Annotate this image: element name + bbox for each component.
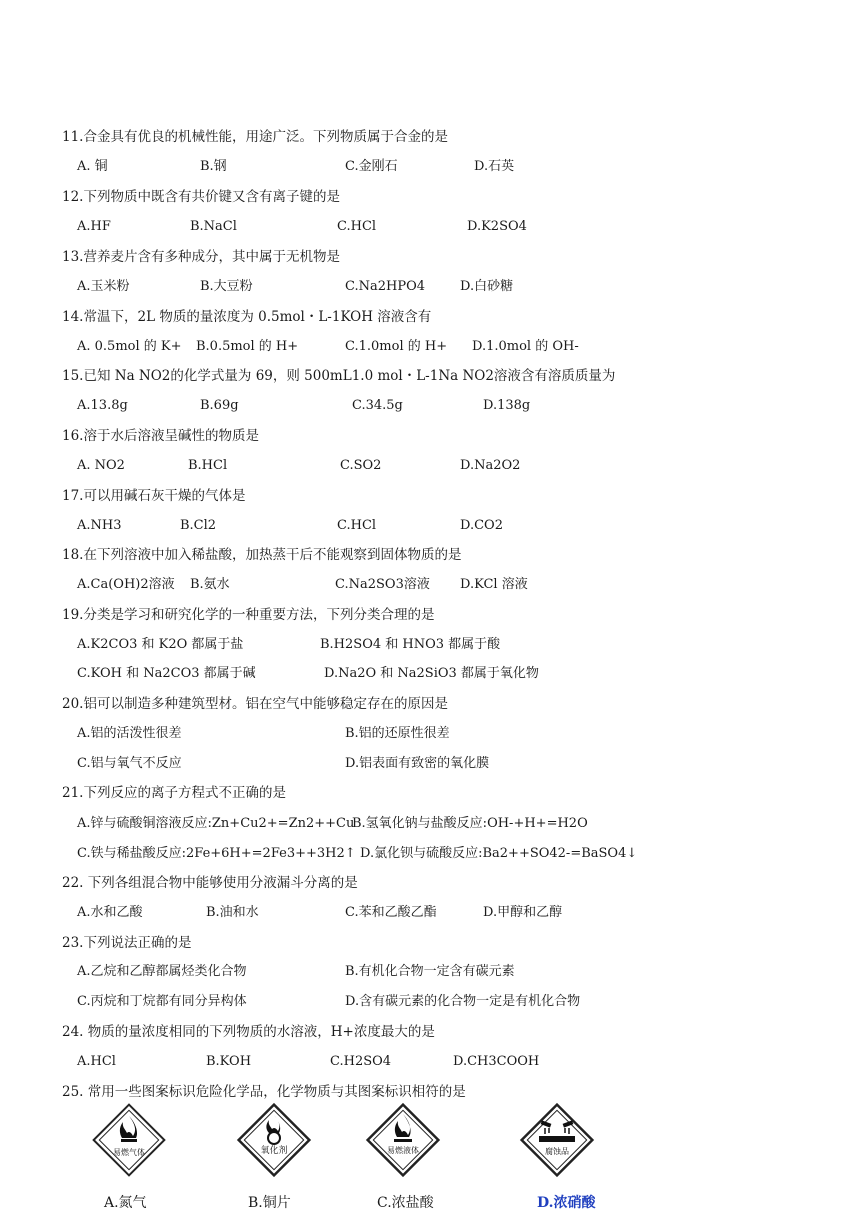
question-15: 15.已知 Na NO2的化学式量为 69，则 500mL1.0 mol・L-1Na NO2溶液含有溶质质量为 — [62, 368, 616, 384]
option-24-d: D.CH3COOH — [453, 1054, 540, 1069]
option-22-c: C.苯和乙酸乙酯 — [345, 905, 437, 920]
oxidizer-icon — [234, 1100, 314, 1180]
option-14-b: B.0.5mol 的 H+ — [196, 339, 299, 354]
option-23-b: B.有机化合物一定含有碳元素 — [345, 964, 515, 979]
question-13: 13.营养麦片含有多种成分，其中属于无机物是 — [62, 249, 340, 265]
svg-text:氧化剂: 氧化剂 — [260, 1146, 288, 1156]
option-24-b: B.KOH — [206, 1054, 252, 1069]
option-20-a: A.铝的活泼性很差 — [77, 726, 182, 741]
option-25-a: A.氮气 — [104, 1195, 147, 1211]
option-21-c: C.铁与稀盐酸反应:2Fe+6H+=2Fe3++3H2↑ — [77, 846, 356, 861]
oxidizer-sign — [234, 1100, 314, 1180]
option-19-b: B.H2SO4 和 HNO3 都属于酸 — [320, 637, 501, 652]
option-15-d: D.138g — [483, 398, 531, 413]
option-19-d: D.Na2O 和 Na2SiO3 都属于氧化物 — [324, 666, 539, 681]
option-14-c: C.1.0mol 的 H+ — [345, 339, 448, 354]
question-14: 14.常温下，2L 物质的量浓度为 0.5mol・L-1KOH 溶液含有 — [62, 309, 432, 325]
option-22-a: A.水和乙酸 — [77, 905, 143, 920]
option-13-b: B.大豆粉 — [200, 279, 253, 294]
option-23-c: C.丙烷和丁烷都有同分异构体 — [77, 994, 247, 1009]
option-25-b: B.铜片 — [248, 1195, 291, 1211]
option-18-b: B.氨水 — [190, 577, 230, 592]
question-19: 19.分类是学习和研究化学的一种重要方法，下列分类合理的是 — [62, 607, 435, 623]
question-23: 23.下列说法正确的是 — [62, 935, 192, 951]
question-21: 21.下列反应的离子方程式不正确的是 — [62, 785, 286, 801]
question-24: 24. 物质的量浓度相同的下列物质的水溶液，H+浓度最大的是 — [62, 1024, 435, 1040]
option-18-c: C.Na2SO3溶液 — [335, 577, 430, 592]
option-12-b: B.NaCl — [190, 219, 237, 234]
option-20-b: B.铝的还原性很差 — [345, 726, 450, 741]
question-11: 11.合金具有优良的机械性能，用途广泛。下列物质属于合金的是 — [62, 129, 448, 145]
option-15-a: A.13.8g — [77, 398, 128, 413]
option-12-a: A.HF — [77, 219, 111, 234]
option-11-d: D.石英 — [474, 159, 515, 174]
question-22: 22. 下列各组混合物中能够使用分液漏斗分离的是 — [62, 875, 358, 891]
question-16: 16.溶于水后溶液呈碱性的物质是 — [62, 428, 259, 444]
option-14-a: A. 0.5mol 的 K+ — [77, 339, 182, 354]
option-23-a: A.乙烷和乙醇都属烃类化合物 — [77, 964, 247, 979]
option-13-c: C.Na2HPO4 — [345, 279, 426, 294]
option-17-d: D.CO2 — [460, 518, 503, 533]
option-11-c: C.金刚石 — [345, 159, 398, 174]
flammable-liquid-icon — [363, 1100, 443, 1180]
option-12-d: D.K2SO4 — [467, 219, 527, 234]
option-24-c: C.H2SO4 — [330, 1054, 392, 1069]
option-20-d: D.铝表面有致密的氧化膜 — [345, 756, 490, 771]
option-25-d: D.浓硝酸 — [537, 1195, 596, 1211]
corrosive-sign — [517, 1100, 597, 1180]
option-19-c: C.KOH 和 Na2CO3 都属于碱 — [77, 666, 256, 681]
option-18-d: D.KCl 溶液 — [460, 577, 528, 592]
option-11-a: A. 铜 — [77, 159, 108, 174]
option-17-a: A.NH3 — [77, 518, 122, 533]
option-21-a: A.锌与硫酸铜溶液反应:Zn+Cu2+=Zn2++Cu — [77, 816, 355, 831]
option-22-b: B.油和水 — [206, 905, 259, 920]
option-21-b: B.氢氧化钠与盐酸反应:OH-+H+=H2O — [352, 816, 588, 831]
question-20: 20.铝可以制造多种建筑型材。铝在空气中能够稳定存在的原因是 — [62, 696, 448, 712]
question-17: 17.可以用碱石灰干燥的气体是 — [62, 488, 246, 504]
option-16-c: C.SO2 — [340, 458, 382, 473]
option-17-b: B.Cl2 — [180, 518, 217, 533]
svg-text:易燃气体: 易燃气体 — [113, 1148, 145, 1157]
option-22-d: D.甲醇和乙醇 — [483, 905, 563, 920]
question-25: 25. 常用一些图案标识危险化学品，化学物质与其图案标识相符的是 — [62, 1084, 466, 1100]
option-21-d: D.氯化钡与硫酸反应:Ba2++SO42-=BaSO4↓ — [360, 846, 638, 861]
option-16-d: D.Na2O2 — [460, 458, 521, 473]
option-14-d: D.1.0mol 的 OH- — [472, 339, 579, 354]
option-12-c: C.HCl — [337, 219, 377, 234]
option-17-c: C.HCl — [337, 518, 377, 533]
option-18-a: A.Ca(OH)2溶液 — [77, 577, 175, 592]
option-16-b: B.HCl — [188, 458, 228, 473]
option-15-b: B.69g — [200, 398, 239, 413]
flammable-liquid-sign — [363, 1100, 443, 1180]
corrosive-icon — [517, 1100, 597, 1180]
option-13-a: A.玉米粉 — [77, 279, 130, 294]
flammable-gas-sign — [89, 1100, 169, 1180]
option-25-c: C.浓盐酸 — [377, 1195, 434, 1211]
svg-text:腐蚀品: 腐蚀品 — [545, 1147, 569, 1156]
option-11-b: B.钢 — [200, 159, 227, 174]
flammable-gas-icon — [89, 1100, 169, 1180]
option-24-a: A.HCl — [77, 1054, 116, 1069]
option-13-d: D.白砂糖 — [460, 279, 514, 294]
option-23-d: D.含有碳元素的化合物一定是有机化合物 — [345, 994, 581, 1009]
question-12: 12.下列物质中既含有共价键又含有离子键的是 — [62, 189, 340, 205]
option-19-a: A.K2CO3 和 K2O 都属于盐 — [77, 637, 244, 652]
svg-text:易燃液体: 易燃液体 — [387, 1146, 419, 1155]
option-15-c: C.34.5g — [352, 398, 403, 413]
question-18: 18.在下列溶液中加入稀盐酸，加热蒸干后不能观察到固体物质的是 — [62, 547, 462, 563]
option-20-c: C.铝与氧气不反应 — [77, 756, 182, 771]
option-16-a: A. NO2 — [77, 458, 125, 473]
